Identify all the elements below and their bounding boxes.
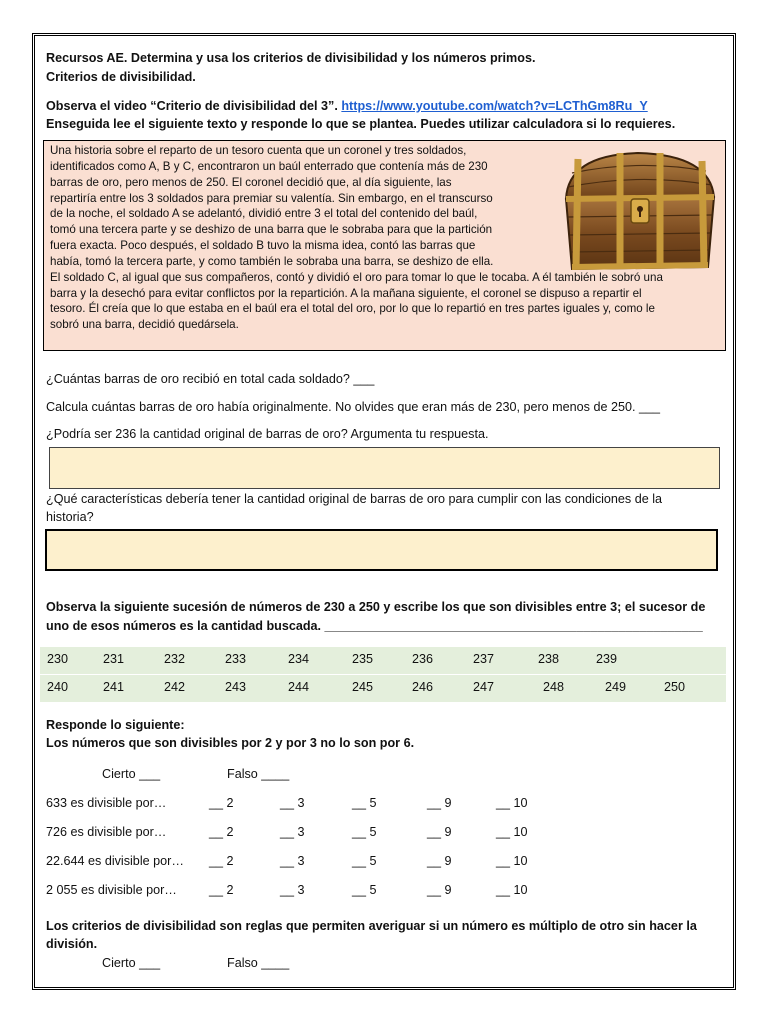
story-line: identificados como A, B y C, encontraron un baúl enterrado que contenía más de 230: [50, 159, 488, 173]
treasure-chest-icon: [558, 147, 721, 276]
number-cell: 231: [103, 652, 125, 666]
false-option-2[interactable]: Falso ____: [227, 956, 290, 970]
option-10[interactable]: __ 10: [496, 796, 528, 810]
story-line: tomó una tercera parte y se deshizo de una barra que le sobraba para que la partición: [50, 223, 493, 237]
sequence-instruction-line-2: uno de esos números es la cantidad buscada. ______________________________________________________: [46, 619, 703, 633]
number-cell: 243: [225, 680, 247, 694]
story-line: había, tomó la tercera parte, y como también le sobraba una barra, se deshizo de ella.: [50, 254, 494, 268]
video-instruction: Observa el video “Criterio de divisibilidad del 3”.: [46, 99, 338, 113]
divisibility-label: 22.644 es divisible por…: [46, 854, 184, 868]
option-5[interactable]: __ 5: [352, 796, 377, 810]
number-cell: 237: [473, 652, 495, 666]
option-5[interactable]: __ 5: [352, 854, 377, 868]
statement-2-line-1: Los criterios de divisibilidad son reglas que permiten averiguar si un número es múltiplo de otro sin hacer la: [46, 919, 697, 933]
reading-instruction: Enseguida lee el siguiente texto y responde lo que se plantea. Puedes utilizar calculadora si lo requieres.: [46, 117, 676, 131]
question-1: ¿Cuántas barras de oro recibió en total cada soldado? ___: [46, 372, 375, 386]
option-2[interactable]: __ 2: [209, 825, 234, 839]
worksheet-title: Recursos AE. Determina y usa los criterios de divisibilidad y los números primos.: [46, 51, 536, 65]
number-cell: 239: [596, 652, 618, 666]
number-cell: 247: [473, 680, 495, 694]
number-row-1: [40, 647, 726, 674]
option-2[interactable]: __ 2: [209, 883, 234, 897]
story-line: de la noche, el soldado A se adelantó, dividió entre 3 el total del contenido del baúl,: [50, 207, 478, 221]
number-cell: 233: [225, 652, 247, 666]
option-3[interactable]: __ 3: [280, 796, 305, 810]
false-option-1[interactable]: Falso ____: [227, 767, 290, 781]
divisibility-row-726: [46, 825, 726, 845]
divisibility-label: 2 055 es divisible por…: [46, 883, 177, 897]
number-row-2: [40, 675, 726, 702]
story-line: tesoro. Él creía que lo que estaba en el baúl era el total del oro, por lo que lo repartió en tres partes iguales y, como le: [50, 302, 655, 316]
option-3[interactable]: __ 3: [280, 825, 305, 839]
option-10[interactable]: __ 10: [496, 854, 528, 868]
option-3[interactable]: __ 3: [280, 854, 305, 868]
option-2[interactable]: __ 2: [209, 796, 234, 810]
answer-box-question-4[interactable]: [45, 529, 718, 571]
divisibility-row-2055: [46, 883, 726, 903]
story-box: [43, 140, 726, 351]
story-line: repartiría entre los 3 soldados para premiar su valentía. Sin embargo, en el transcurso: [50, 191, 493, 205]
story-line: barra y la desechó para evitar conflictos por la repartición. A la mañana siguiente, el coronel se dispuso a repartir el: [50, 286, 642, 300]
number-cell: 245: [352, 680, 374, 694]
number-cell: 234: [288, 652, 310, 666]
question-2: Calcula cuántas barras de oro había originalmente. No olvides que eran más de 230, pero menos de 250. ___: [46, 400, 660, 414]
number-cell: 230: [47, 652, 69, 666]
option-5[interactable]: __ 5: [352, 825, 377, 839]
story-line: fuera exacta. Poco después, el soldado B tuvo la misma idea, contó las barras que: [50, 239, 476, 253]
number-cell: 235: [352, 652, 374, 666]
video-link[interactable]: https://www.youtube.com/watch?v=LCThGm8Ru_Y: [341, 99, 648, 113]
number-cell: 248: [543, 680, 565, 694]
option-10[interactable]: __ 10: [496, 883, 528, 897]
divisibility-label: 633 es divisible por…: [46, 796, 167, 810]
number-cell: 242: [164, 680, 186, 694]
option-10[interactable]: __ 10: [496, 825, 528, 839]
question-4-line-2: historia?: [46, 510, 94, 524]
divisibility-row-22644: [46, 854, 726, 874]
option-3[interactable]: __ 3: [280, 883, 305, 897]
story-line: sobró una barra, decidió quedársela.: [50, 318, 239, 332]
story-line: barras de oro, pero menos de 250. El coronel decidió que, al día siguiente, las: [50, 175, 452, 189]
statement-1: Los números que son divisibles por 2 y por 3 no lo son por 6.: [46, 736, 415, 750]
option-2[interactable]: __ 2: [209, 854, 234, 868]
story-line: Una historia sobre el reparto de un tesoro cuenta que un coronel y tres soldados,: [50, 144, 467, 157]
true-option-1[interactable]: Cierto ___: [102, 767, 161, 781]
sequence-instruction-line-1: Observa la siguiente sucesión de números de 230 a 250 y escribe los que son divisibles entre 3; el sucesor de: [46, 600, 706, 614]
number-cell: 241: [103, 680, 125, 694]
number-cell: 246: [412, 680, 434, 694]
worksheet-frame: [32, 33, 736, 990]
number-cell: 232: [164, 652, 186, 666]
number-cell: 238: [538, 652, 560, 666]
option-9[interactable]: __ 9: [427, 796, 452, 810]
divisibility-row-633: [46, 796, 726, 816]
number-cell: 250: [664, 680, 686, 694]
divisibility-label: 726 es divisible por…: [46, 825, 167, 839]
number-cell: 240: [47, 680, 69, 694]
answer-box-question-3[interactable]: [49, 447, 720, 489]
question-3: ¿Podría ser 236 la cantidad original de barras de oro? Argumenta tu respuesta.: [46, 427, 489, 441]
story-line: El soldado C, al igual que sus compañeros, contó y dividió el oro para tomar lo que le tocaba. A él también le sobró una: [50, 270, 663, 284]
true-option-2[interactable]: Cierto ___: [102, 956, 161, 970]
option-9[interactable]: __ 9: [427, 883, 452, 897]
video-instruction-line: [46, 98, 648, 114]
worksheet-subtitle: Criterios de divisibilidad.: [46, 70, 196, 84]
statement-2-line-2: división.: [46, 937, 98, 951]
option-5[interactable]: __ 5: [352, 883, 377, 897]
number-cell: 249: [605, 680, 627, 694]
number-cell: 236: [412, 652, 434, 666]
option-9[interactable]: __ 9: [427, 854, 452, 868]
option-9[interactable]: __ 9: [427, 825, 452, 839]
number-cell: 244: [288, 680, 310, 694]
question-4-line-1: ¿Qué características debería tener la cantidad original de barras de oro para cumplir con las condiciones de la: [46, 492, 663, 506]
respond-heading: Responde lo siguiente:: [46, 718, 185, 732]
